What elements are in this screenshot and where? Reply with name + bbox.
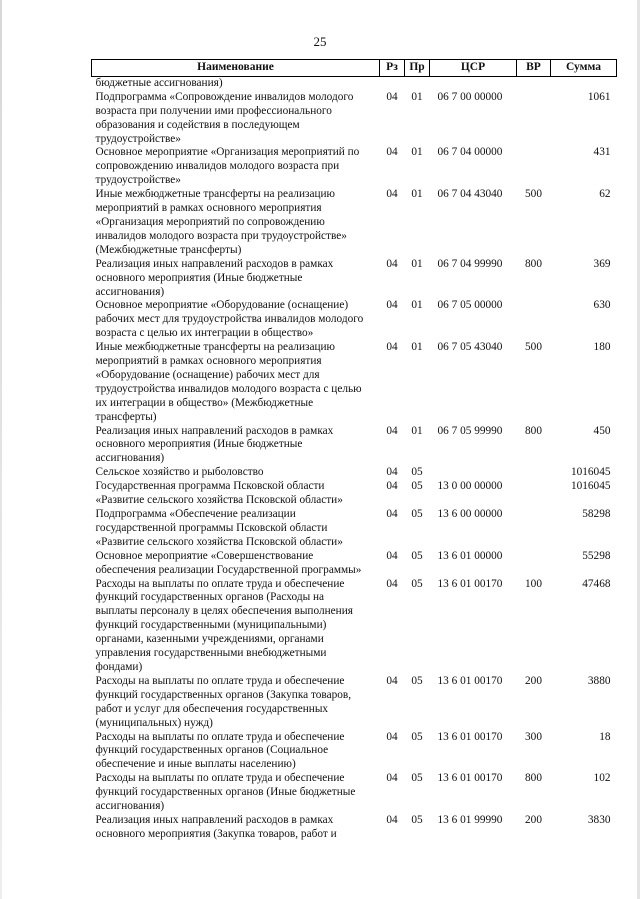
cell-rz: 04 [386,577,398,590]
cell-vr: 200 [525,674,542,687]
cell-csr: 06 7 00 00000 [437,90,503,103]
cell-vr: 800 [525,424,542,437]
cell-sum: 1061 [587,90,611,103]
cell-csr: 13 6 01 00170 [437,577,503,590]
cell-rz: 04 [386,341,398,354]
cell-sum: 3830 [587,813,611,826]
cell-pr [405,76,430,90]
table-row [92,146,617,188]
cell-sum: 1016045 [570,466,611,479]
cell-csr: 06 7 05 00000 [437,299,503,312]
cell-rz: 04 [386,90,398,103]
cell-csr: 06 7 04 99990 [437,257,503,270]
cell-pr: 05 [411,674,423,687]
table-row [92,188,617,258]
cell-pr: 01 [411,146,423,159]
cell-rz: 04 [386,674,398,687]
cell-vr [517,146,551,188]
cell-name: Реализация иных направлений расходов в рамках основного мероприятия (Закупка товаров, работ и [95,813,337,840]
column-header-sum: Сумма [551,60,617,77]
cell-sum: 3880 [587,674,611,687]
cell-pr: 05 [411,577,423,590]
cell-name: Сельское хозяйство и рыболовство [95,466,264,479]
cell-rz: 04 [386,549,398,562]
cell-name: Реализация иных направлений расходов в рамках основного мероприятия (Иные бюджетные ассигнования) [95,424,334,465]
cell-name: Подпрограмма «Сопровождение инвалидов молодого возраста при получении ими профессионального образования и содействия в последующем трудоустройстве» [95,90,354,145]
cell-vr: 100 [525,577,542,590]
table-row [92,508,617,550]
cell-rz: 04 [386,730,398,743]
cell-sum: 55298 [582,549,611,562]
cell-csr: 06 7 04 00000 [437,146,503,159]
cell-name: Реализация иных направлений расходов в рамках основного мероприятия (Иные бюджетные ассигнования) [95,257,334,298]
table-row [92,425,617,467]
table-row [92,550,617,578]
page-number: 25 [313,34,327,49]
cell-vr [517,480,551,508]
cell-rz: 04 [386,299,398,312]
cell-pr: 05 [411,772,423,785]
cell-pr: 05 [411,549,423,562]
cell-csr: 13 6 00 00000 [437,508,503,520]
cell-rz: 04 [386,508,398,520]
table-header-row [92,60,617,77]
cell-csr [430,76,517,90]
cell-vr: 500 [525,341,542,354]
cell-pr: 01 [411,299,423,312]
cell-name: Основное мероприятие «Оборудование (оснащение) рабочих мест для трудоустройства инвалидов молодого возраста с целью их интеграции в общество» [95,299,364,340]
cell-csr: 13 6 01 99990 [437,813,503,826]
table-row [92,76,617,90]
column-header-pr: Пр [405,60,430,77]
cell-vr [517,550,551,578]
cell-pr: 05 [411,813,423,826]
table-row [92,578,617,675]
cell-pr: 05 [411,508,423,520]
cell-sum: 18 [599,730,611,743]
table-row [92,731,617,773]
cell-csr: 06 7 04 43040 [437,188,503,201]
budget-table [91,59,617,842]
cell-name: Расходы на выплаты по оплате труда и обеспечение функций государственных органов (Социальное обеспечение и иные выплаты населению) [95,730,345,771]
cell-sum: 1016045 [570,480,611,493]
cell-rz: 04 [386,480,398,493]
cell-csr: 13 6 01 00000 [437,549,503,562]
cell-pr: 05 [411,730,423,743]
cell-sum: 180 [593,341,611,354]
cell-name: Расходы на выплаты по оплате труда и обеспечение функций государственных органов (Иные бюджетные ассигнования) [95,772,356,813]
cell-rz: 04 [386,146,398,159]
cell-csr: 06 7 05 99990 [437,424,503,437]
table-row [92,772,617,814]
table-row [92,341,617,424]
column-header-csr: ЦСР [430,60,517,77]
cell-name: Иные межбюджетные трансферты на реализацию мероприятий в рамках основного мероприятия «Организация мероприятий по сопровождению инвалидов молодого возраста при трудоустройстве» (Межбюджетные трансферты) [95,188,347,256]
scan-edge-left [0,0,2,899]
cell-rz: 04 [386,466,398,479]
cell-vr [517,466,551,480]
table-row [92,466,617,480]
cell-sum: 450 [593,424,611,437]
cell-sum: 47468 [582,577,611,590]
cell-vr: 800 [525,772,542,785]
budget-table-frame [91,59,616,842]
table-row [92,814,617,842]
cell-rz [380,76,405,90]
cell-sum [551,76,617,90]
cell-pr: 05 [411,480,423,493]
cell-name: Государственная программа Псковской области «Развитие сельского хозяйства Псковской области» [95,480,343,507]
cell-pr: 01 [411,90,423,103]
cell-vr: 500 [525,188,542,201]
table-row [92,675,617,731]
cell-name: Расходы на выплаты по оплате труда и обеспечение функций государственных органов (Расходы на выплаты персоналу в целях обеспечения выполнения функций государственными (муниципальными) органами, казенными учреждениями, органами управления государственными внебюджетными фондами) [95,577,353,673]
table-row [92,91,617,147]
cell-csr [430,466,517,480]
cell-pr: 01 [411,257,423,270]
cell-csr: 13 0 00 00000 [437,480,503,493]
cell-csr: 13 6 01 00170 [437,730,503,743]
cell-vr: 200 [525,813,542,826]
cell-sum: 369 [593,257,611,270]
cell-pr: 01 [411,424,423,437]
cell-sum: 102 [593,772,611,785]
cell-csr: 13 6 01 00170 [437,772,503,785]
cell-vr [517,508,551,550]
cell-pr: 01 [411,188,423,201]
cell-rz: 04 [386,772,398,785]
cell-vr [517,91,551,147]
cell-name: Основное мероприятие «Организация мероприятий по сопровождению инвалидов молодого возраста при трудоустройстве» [95,146,360,187]
cell-vr: 300 [525,730,542,743]
column-header-rz: Рз [380,60,405,77]
cell-rz: 04 [386,813,398,826]
cell-sum: 58298 [582,508,611,520]
cell-name: Иные межбюджетные трансферты на реализацию мероприятий в рамках основного мероприятия «Оборудование (оснащение) рабочих мест для трудоустройства инвалидов молодого возраста с целью их интеграции в общество» (Межбюджетные трансферты) [95,341,362,423]
cell-name: Расходы на выплаты по оплате труда и обеспечение функций государственных органов (Закупка товаров, работ и услуг для обеспечения государственных (муниципальных) нужд) [95,674,352,729]
column-header-vr: ВР [517,60,551,77]
cell-csr: 06 7 05 43040 [437,341,503,354]
column-header-name: Наименование [92,60,380,77]
cell-pr: 01 [411,341,423,354]
cell-vr: 800 [525,257,542,270]
cell-vr [517,299,551,341]
cell-name: бюджетные ассигнования) [95,76,223,89]
cell-sum: 62 [599,188,611,201]
table-row [92,299,617,341]
cell-rz: 04 [386,424,398,437]
table-row [92,480,617,508]
cell-sum: 630 [593,299,611,312]
cell-name: Подпрограмма «Обеспечение реализации государственной программы Псковской области «Развитие сельского хозяйства Псковской области» [95,508,343,548]
table-body [92,76,617,841]
cell-rz: 04 [386,188,398,201]
cell-name: Основное мероприятие «Совершенствование обеспечения реализации Государственной программы» [95,549,362,576]
cell-sum: 431 [593,146,611,159]
table-row [92,258,617,300]
cell-csr: 13 6 01 00170 [437,674,503,687]
cell-pr: 05 [411,466,423,479]
cell-rz: 04 [386,257,398,270]
cell-vr [517,76,551,90]
